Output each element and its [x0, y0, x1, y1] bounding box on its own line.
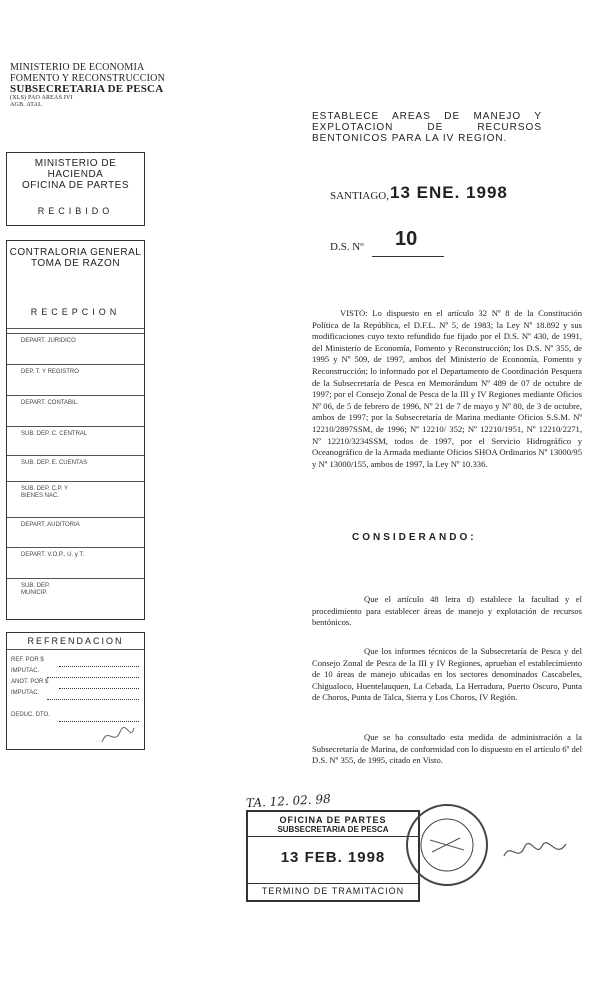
refrendacion-rows	[11, 655, 50, 721]
hacienda-line-1: MINISTERIO DE HACIENDA	[34, 158, 117, 180]
decree-date: 13 ENE. 1998	[390, 183, 508, 202]
decree-label: D.S. Nº	[330, 241, 364, 253]
ref-row: IMPUTAC.	[11, 690, 40, 696]
decree-number: 10	[395, 228, 418, 250]
cell-juridico	[7, 333, 144, 344]
initials-icon	[98, 722, 138, 750]
ref-line	[47, 699, 139, 700]
cell-juridico-label: DEPART. JURIDICO	[21, 338, 76, 344]
recepcion-label: RECEPCION	[30, 307, 121, 317]
cell-cuentas-label: SUB. DEP. E. CUENTAS	[21, 460, 88, 466]
signature-icon	[500, 836, 570, 866]
hacienda-stamp-box	[6, 152, 145, 226]
refrendacion-divider	[7, 649, 144, 650]
cell-contabil-label: DEPART. CONTABIL.	[21, 400, 79, 406]
contraloria-box	[6, 240, 145, 620]
refrendacion-label: REFRENDACION	[27, 636, 124, 646]
subject-line-1: ESTABLECE AREAS DE MANEJO Y	[312, 111, 542, 122]
ref-row: IMPUTAC.	[11, 668, 40, 674]
visto-paragraph	[312, 308, 582, 470]
handwritten-annotation: TA. 12. 02. 98	[245, 791, 332, 811]
visto-text: Lo dispuesto en el artículo 32 Nº 8 de la Constitución Política de la República, el D.F.L. Nº 5, de 1983; la Ley Nº 18.892 y sus modificaciones cuyo texto refundido fue fijado por el D.S. Nº 430, de 1991, del Ministerio de Economía, Fomento y Reconstrucción; los D.S. Nº 355, de 1995 y Nº 509, de 1997, ambos del Ministerio de Economía, Fomento y Reconstrucción; lo informado por el Departamento de Coordinación Pesquera de la Subsecretaría de Pesca en Memorándum Nº 489 de 07 de octubre de 1997; por el Consejo Zonal de Pesca de la III y IV Regiones mediante Oficios Nº 06, de 5 de febrero de 1996, Nº 21 de 7 de mayo y Nº 80, de 3 de octubre, ambos de 1997; por la Subsecretaría de Marina mediante Oficios S.S.M. Nº 12210/2897SSM, de 1996; Nº 12210/ 352; Nº 12210/1951, Nº 12210/2271, Nº 12210/3234SSM, todos de 1997, por el Servicio Hidrográfico y Oceanográfico de la Armada mediante Oficios SHOA Ordinarios Nº 13000/95 y Nº 13000/155, ambos de 1997, la Ley Nº 10.336.	[312, 308, 582, 469]
stamp-line-1: OFICINA DE PARTES	[279, 815, 387, 825]
reception-stamp	[246, 810, 420, 902]
visto-label: VISTO:	[340, 308, 368, 318]
considerando-paragraph-1: Que el artículo 48 letra d) establece la facultad y el procedimiento para establecer áreas de manejo y explotación de recursos bentónicos.	[312, 594, 582, 628]
hacienda-line-2: OFICINA DE PARTES	[21, 180, 130, 191]
ministry-name: MINISTERIO DE ECONOMIA	[10, 62, 145, 73]
cell-vop-label: DEPART. V.O.P., U. y T.	[21, 552, 85, 558]
cell-contabil	[7, 395, 144, 406]
decree-underline	[372, 256, 444, 257]
reference-code-2: AGB. ATAL	[10, 102, 42, 108]
considerando-paragraph-2: Que los informes técnicos de la Subsecretaría de Pesca y del Consejo Zonal de Pesca de la III y IV Regiones, aprueban el establecimiento de 10 áreas de manejo ubicadas en los sectores denominados Cascabeles, Chigualoco, Huentelauquen, La Cebada, La Herradura, Puerto Oscuro, Punta de Choros, Punta de Talca, Sierra y Los Choros, IV Región.	[312, 646, 582, 703]
ref-line	[59, 688, 139, 689]
subsecretaria-name: SUBSECRETARIA DE PESCA	[10, 83, 164, 95]
ref-line	[59, 666, 139, 667]
stamp-line-3: TERMINO DE TRAMITACION	[248, 883, 418, 896]
ministry-name-2: FOMENTO Y RECONSTRUCCION	[10, 73, 166, 84]
cell-auditoria-label: DEPART. AUDITORIA	[21, 522, 80, 528]
cell-central	[7, 426, 144, 437]
ministry-header	[10, 62, 165, 109]
subject-line-3: BENTONICOS PARA LA IV REGION.	[312, 133, 508, 144]
ref-row: ANOT. POR $	[11, 679, 49, 685]
cell-municip	[7, 578, 144, 596]
decree-subject	[312, 111, 542, 144]
recepcion-divider	[7, 328, 144, 330]
contraloria-line-1: CONTRALORIA GENERAL	[9, 247, 142, 258]
considerando-title: CONSIDERANDO:	[352, 532, 477, 543]
cell-bienes	[7, 481, 144, 499]
ref-row: REF. POR $	[11, 657, 44, 663]
reference-code-1: (XLS) PAO AREAS IVI	[10, 95, 73, 101]
cell-municip-label: SUB. DEP. MUNICIP.	[21, 583, 50, 596]
cell-bienes-label: SUB. DEP. C.P. Y BIENES NAC.	[21, 486, 68, 499]
ref-line	[47, 677, 139, 678]
city-label: SANTIAGO,	[330, 190, 389, 202]
contraloria-line-2: TOMA DE RAZON	[30, 258, 121, 269]
stamp-line-2: SUBSECRETARIA DE PESCA	[248, 825, 418, 837]
ref-row: DEDUC. DTO.	[11, 712, 50, 718]
round-seal-icon	[402, 800, 492, 890]
ref-row	[11, 699, 50, 710]
considerando-paragraph-3: Que se ha consultado esta medida de administración a la Subsecretaría de Marina, de conformidad con lo dispuesto en el artículo 6º del D.S. Nº 355, de 1995, citado en Visto.	[312, 732, 582, 766]
cell-registro	[7, 364, 144, 375]
cell-auditoria	[7, 517, 144, 528]
cell-registro-label: DEP. T. Y REGISTRO	[21, 369, 79, 375]
cell-cuentas	[7, 455, 144, 466]
cell-vop	[7, 547, 144, 558]
subject-line-2: EXPLOTACION DE RECURSOS	[312, 122, 542, 133]
cell-central-label: SUB. DEP. C. CENTRAL	[21, 431, 88, 437]
recibido-label: RECIBIDO	[37, 206, 114, 216]
stamp-date: 13 FEB. 1998	[280, 849, 386, 866]
